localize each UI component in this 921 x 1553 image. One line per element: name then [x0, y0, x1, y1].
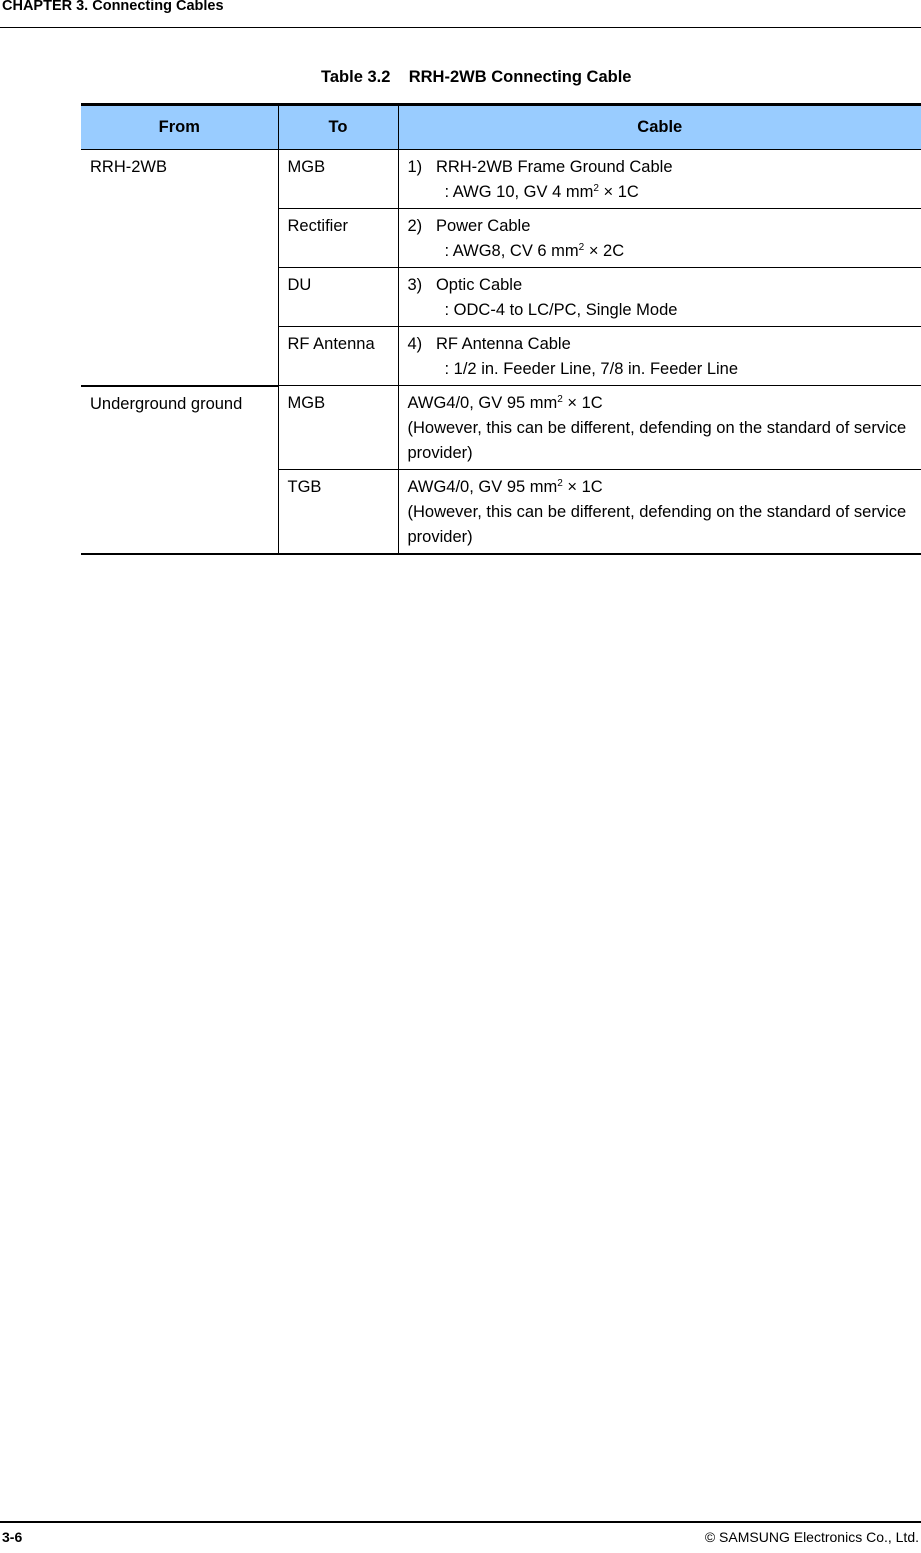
cable-name: RF Antenna Cable [435, 335, 571, 353]
chapter-title: CHAPTER 3. Connecting Cables [2, 0, 224, 14]
cable-spec: AWG4/0, GV 95 $mm^2 \times 1C$ [407, 394, 603, 412]
from-cell: Underground ground [81, 386, 278, 555]
cable-name: RRH-2WB Frame Ground Cable [435, 158, 673, 176]
cable-item [408, 332, 913, 357]
cable-cell [398, 150, 921, 209]
cable-spec: : 1/2 in. Feeder Line, 7/8 in. Feeder Line [444, 360, 739, 378]
cable-spec: : AWG 10, GV 4 $mm^2 \times 1C$ [444, 183, 639, 201]
from-cell: RRH-2WB [81, 150, 278, 386]
item-number: 2) [407, 217, 423, 235]
cable-name: Optic Cable [435, 276, 523, 294]
table-header-row [81, 105, 921, 150]
to-cell: TGB [278, 470, 398, 555]
item-number: 4) [407, 335, 423, 353]
cable-cell [398, 327, 921, 386]
cable-spec: : ODC-4 to LC/PC, Single Mode [444, 301, 678, 319]
cable-note: (However, this can be different, defending on the standard of service provider) [407, 503, 907, 546]
cable-cell [398, 209, 921, 268]
to-cell: RF Antenna [278, 327, 398, 386]
item-number: 1) [407, 158, 423, 176]
to-cell: MGB [278, 386, 398, 470]
cable-item [408, 155, 913, 180]
page-header [0, 0, 921, 28]
to-cell: MGB [278, 150, 398, 209]
to-cell: DU [278, 268, 398, 327]
cable-item [408, 273, 913, 298]
column-header-from: From [81, 105, 278, 150]
cable-cell [398, 268, 921, 327]
item-number: 3) [407, 276, 423, 294]
cable-spec: AWG4/0, GV 95 $mm^2 \times 1C$ [407, 478, 603, 496]
cable-cell [398, 470, 921, 555]
cable-cell [398, 386, 921, 470]
column-header-cable: Cable [398, 105, 921, 150]
cable-note: (However, this can be different, defending on the standard of service provider) [407, 419, 907, 462]
cable-name: Power Cable [435, 217, 531, 235]
cable-item [408, 214, 913, 239]
copyright: © SAMSUNG Electronics Co., Ltd. [704, 1529, 919, 1545]
cable-spec: : AWG8, CV 6 $mm^2 \times 2C$ [444, 242, 625, 260]
table-row [81, 150, 921, 209]
page-footer [0, 1521, 921, 1553]
cable-table [81, 103, 921, 555]
column-header-to: To [278, 105, 398, 150]
page-number: 3-6 [2, 1529, 23, 1545]
table-caption: Table 3.2 RRH-2WB Connecting Cable [321, 68, 632, 86]
table-row [81, 386, 921, 470]
to-cell: Rectifier [278, 209, 398, 268]
